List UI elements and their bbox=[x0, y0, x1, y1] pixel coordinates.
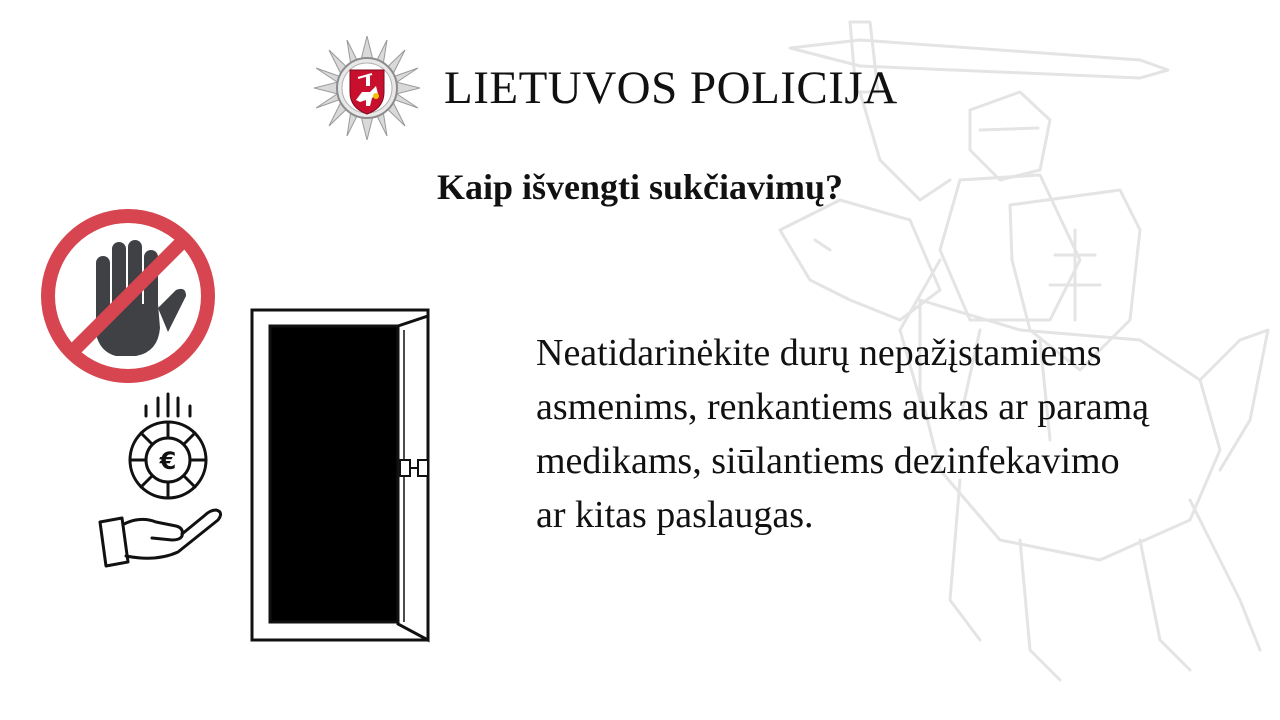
police-emblem-icon bbox=[314, 36, 420, 140]
message-line: Neatidarinėkite durų nepažįstamiems bbox=[536, 332, 1102, 374]
header bbox=[314, 36, 898, 140]
org-name: LIETUVOS POLICIJA bbox=[444, 62, 898, 114]
warning-message bbox=[536, 326, 1266, 542]
no-hand-stop-icon bbox=[40, 208, 216, 384]
open-door-icon bbox=[244, 306, 448, 644]
message-line: ar kitas paslaugas. bbox=[536, 494, 814, 536]
page-title: Kaip išvengti sukčiavimų? bbox=[436, 167, 844, 207]
open-hand-icon bbox=[96, 500, 228, 570]
svg-text:€: € bbox=[159, 447, 177, 475]
message-line: medikams, siūlantiems dezinfekavimo bbox=[536, 440, 1120, 482]
euro-coin-icon bbox=[118, 392, 218, 504]
message-line: asmenims, renkantiems aukas ar paramą bbox=[536, 386, 1150, 428]
